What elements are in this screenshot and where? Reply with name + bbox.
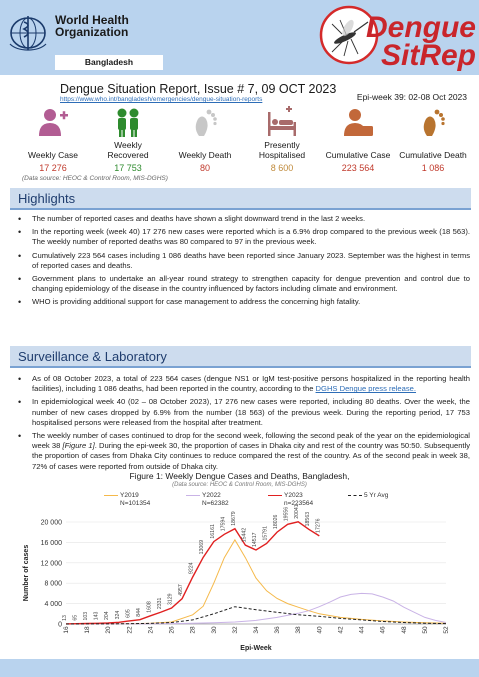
org-line2: Organization [55, 25, 129, 39]
surveillance-banner [10, 346, 471, 368]
y-tick-label: 4 000 [44, 601, 62, 609]
legend-label: Y2022 [202, 492, 221, 499]
item-text: The weekly number of cases continued to drop for the second week, following the second peak of the year on the epidemiological week 38 [32, 431, 470, 451]
stat-label: Presently Hospitalised [258, 140, 306, 160]
data-label: 324 [114, 610, 121, 620]
footprint-icon [417, 106, 449, 138]
stat-cumulative-death [398, 106, 468, 173]
chart-legend [104, 492, 434, 514]
data-label: 14517 [252, 532, 258, 547]
x-tick-label: 48 [400, 626, 408, 634]
stat-value: 8 600 [270, 163, 294, 173]
list-item: • In epidemiological week 40 (02 – 08 October 2023), 17 276 new cases were reported, including 80 deaths. Over the week, the number of new cases dropped by 6.9% from the number (18 563) of the previous week. During the reporting period, 17 753 hospitalised persons were released from the hospital after treatment. [12, 397, 470, 428]
data-label: 65 [72, 614, 79, 621]
data-label: 3129 [167, 593, 174, 606]
header-banner [0, 0, 479, 75]
data-label: 18563 [304, 511, 311, 527]
person-plus-icon [37, 106, 69, 138]
footer-band [0, 659, 479, 677]
person-plus-icon [342, 106, 374, 138]
legend-swatch [186, 495, 200, 496]
who-emblem-icon [6, 14, 54, 52]
x-tick-label: 32 [231, 626, 239, 634]
x-tick-label: 52 [443, 626, 450, 634]
data-label: 605 [125, 609, 132, 618]
x-axis-title: Epi-Week [240, 645, 272, 652]
stat-value: 17 276 [39, 163, 67, 173]
people-icon [112, 106, 144, 138]
data-label: 204 [104, 611, 111, 620]
report-title: Dengue Situation Report, Issue # 7, 09 OCT 2023 [60, 82, 337, 96]
data-label: 13069 [199, 539, 206, 555]
item-text: As of 08 October 2023, a total of 223 564 cases (dengue NS1 or IgM test-positive persons hospitalized in the reporting health facilities), including 1 086 deaths, had been reported in the country, according to the [32, 374, 470, 394]
data-label: 844 [135, 608, 142, 617]
y-axis-title: Number of cases [23, 544, 30, 602]
who-organization-name [55, 14, 129, 38]
list-item [12, 431, 470, 472]
data-label: 13 [62, 615, 68, 621]
data-label: 17276 [315, 518, 322, 533]
x-tick-label: 28 [189, 626, 197, 634]
highlights-list [12, 214, 470, 311]
data-label: 1608 [146, 601, 153, 613]
legend-swatch [104, 495, 118, 496]
legend-swatch [268, 495, 282, 496]
series-line-y2019 [66, 540, 446, 624]
x-tick-label: 24 [147, 626, 155, 634]
dghs-press-release-link[interactable]: DGHS Dengue press release. [315, 384, 417, 394]
list-item: • WHO is providing additional support for case management to address the concerning high fatality. [12, 297, 470, 307]
x-tick-label: 30 [210, 626, 218, 634]
x-tick-label: 38 [295, 626, 303, 634]
x-tick-label: 36 [274, 626, 282, 634]
y-tick-label: 20 000 [40, 519, 62, 527]
highlights-banner [10, 188, 471, 210]
data-label: 15442 [241, 527, 248, 543]
epiweek-label: Epi-week 39: 02-08 Oct 2023 [356, 92, 467, 102]
stat-value: 1 086 [421, 163, 445, 173]
series-line-y2022 [66, 593, 446, 624]
weekly-cases-chart [18, 504, 458, 654]
stat-label: Cumulative Case [325, 149, 391, 160]
data-label: 15791 [262, 526, 269, 541]
x-tick-label: 46 [379, 626, 387, 634]
y-tick-label: 16 000 [40, 539, 62, 547]
legend-item [348, 492, 388, 500]
figure-title: Figure 1: Weekly Dengue Cases and Deaths, Bangladesh, [129, 471, 350, 481]
data-label: 16161 [209, 524, 216, 539]
stat-label: Cumulative Death [399, 149, 467, 160]
stat-label: Weekly Recovered [107, 140, 149, 160]
surveillance-heading: Surveillance & Laboratory [18, 349, 167, 364]
stat-cumulative-case [323, 106, 393, 173]
data-label: 17594 [220, 516, 227, 532]
legend-note: N=101354 [120, 500, 151, 507]
org-line1: World Health [55, 13, 129, 27]
stat-presently-hospitalised [247, 106, 317, 173]
sitrep-line1: Dengue [365, 11, 476, 44]
legend-label: Y2019 [120, 492, 139, 499]
x-tick-label: 20 [105, 626, 113, 634]
stat-label: Weekly Death [178, 149, 232, 160]
legend-label: 5 Yr Avg [364, 492, 389, 499]
data-label: 143 [93, 611, 100, 621]
hospital-bed-icon [266, 106, 298, 138]
list-item: • In the reporting week (week 40) 17 276 new cases were reported which is a 6.9% drop compared to the previous week (18 563). The weekly number of reported deaths was 80 compared to 97 in the previous week. [12, 227, 470, 247]
legend-note: N=62382 [202, 500, 229, 507]
footprint-icon [189, 106, 221, 138]
y-tick-label: 8 000 [44, 580, 62, 588]
stat-weekly-recovered [93, 106, 163, 173]
x-tick-label: 22 [126, 626, 134, 634]
figure-source: (Data source: HEOC & Control Room, MIS-DGHS) [172, 482, 307, 488]
legend-item [186, 492, 229, 508]
x-tick-label: 16 [63, 626, 70, 634]
sitrep-title [356, 11, 476, 72]
data-label: 18679 [230, 511, 237, 526]
y-tick-label: 0 [58, 621, 62, 629]
stat-value: 80 [199, 163, 210, 173]
x-tick-label: 40 [316, 626, 324, 634]
x-tick-label: 26 [168, 626, 176, 634]
stat-label: Weekly Case [28, 149, 78, 160]
y-tick-label: 12 000 [40, 560, 62, 568]
data-label: 4957 [178, 584, 185, 596]
item-text: . During the epi-week 30, the proportion of cases in Dhaka city and rest of the country was 50:50. Subsequently the proportion of cases from Dhaka City continues to reduce compared the rest of the country. As of the second peak in week 38, 72% of cases were reported from outside of Dhaka city. [32, 441, 471, 471]
list-item [12, 374, 470, 394]
figure-reference: [Figure 1] [62, 441, 95, 451]
data-label: 2331 [157, 597, 163, 610]
stat-value: 223 564 [341, 163, 375, 173]
legend-note: n=223564 [284, 500, 314, 507]
x-tick-label: 18 [84, 626, 92, 634]
data-label: 20041 [294, 504, 301, 519]
country-label: Bangladesh [55, 55, 163, 70]
report-link[interactable]: https://www.who.int/bangladesh/emergencies/dengue-situation-reports [60, 96, 263, 103]
legend-item [104, 492, 150, 508]
x-tick-label: 34 [253, 626, 260, 634]
x-tick-label: 42 [337, 626, 345, 634]
data-label: 9224 [188, 562, 195, 574]
stat-weekly-case [18, 106, 88, 173]
stats-source: (Data source: HEOC & Control Room, MIS-DGHS) [22, 175, 168, 182]
list-item: • Government plans to undertake an all-year round strategy to strengthen capacity for dengue prevention and control due to changing epidemiology of the disease in the country influenced by factors including climate and environment. [12, 274, 470, 294]
x-tick-label: 44 [358, 626, 366, 634]
legend-swatch [348, 495, 362, 496]
legend-label: Y2023 [284, 492, 303, 499]
stat-value: 17 753 [114, 163, 142, 173]
surveillance-list [12, 374, 470, 475]
data-label: 19556 [283, 506, 290, 522]
highlights-heading: Highlights [18, 191, 76, 206]
legend-item [268, 492, 313, 508]
list-item: • The number of reported cases and deaths have shown a slight downward trend in the last 2 weeks. [12, 214, 470, 224]
data-label: 18026 [273, 514, 280, 530]
sitrep-line2: SitRep [380, 39, 476, 72]
list-item: • Cumulatively 223 564 cases including 1 086 deaths have been reported since January 2023. September was the highest in terms of reported cases and deaths. [12, 251, 470, 271]
stats-panel [10, 106, 470, 184]
x-tick-label: 50 [421, 626, 429, 634]
data-label: 103 [83, 611, 90, 621]
stat-weekly-death [170, 106, 240, 173]
